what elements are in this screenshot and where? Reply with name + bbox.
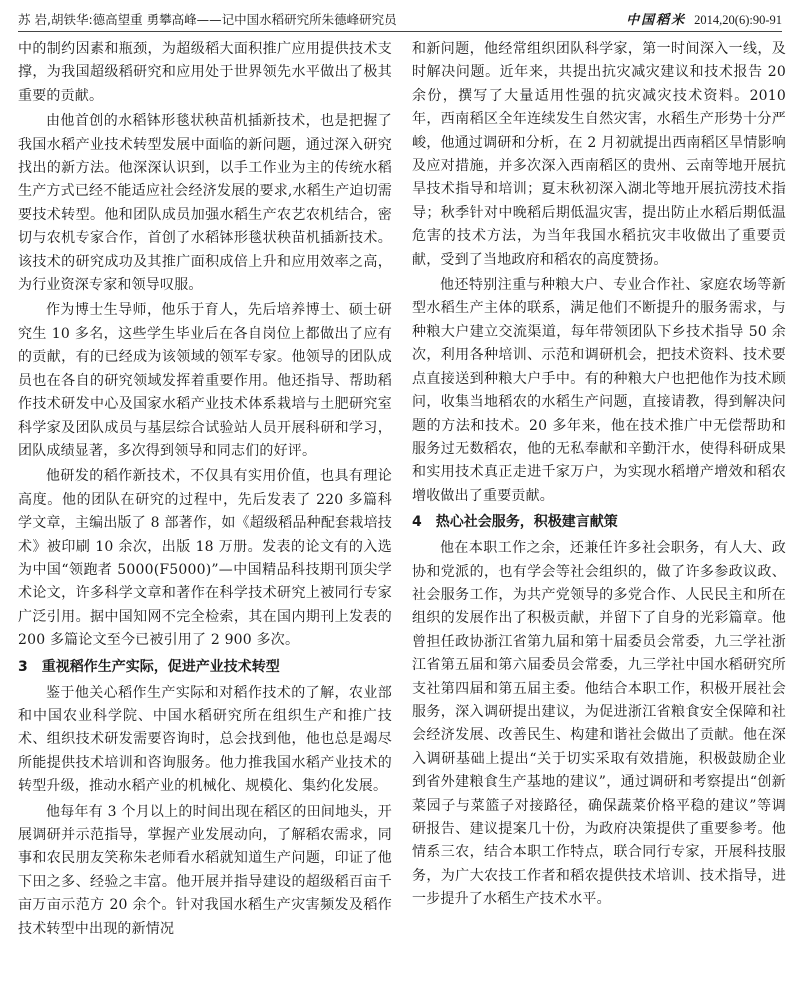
paragraph: 由他首创的水稻钵形毯状秧苗机插新技术，也是把握了我国水稻产业技术转型发展中面临的新问题，通过深入研究找出的新方法。他深深认识到，以手工作业为主的传统水稻生产方式已经不能适应社会经济发展的要求,水稻生产迫切需要技术转型。他和团队成员加强水稻生产农艺农机结合，密切与农机专家合作，首创了水稻钵形毯状秧苗机插新技术。该技术的研究成功及其推广面积成倍上升和应用效率之高，为行业资深专家和领导叹服。 bbox=[18, 113, 392, 294]
section-heading-4: 4 热心社会服务，积极建言献策 bbox=[412, 514, 618, 531]
header-journal-name: 中国稻米 bbox=[626, 13, 687, 28]
paragraph: 作为博士生导师，他乐于育人，先后培养博士、硕士研究生 10 多名，这些学生毕业后在各自岗位上都做出了应有的贡献，有的已经成为该领域的领军专家。他领导的团队成员也在各自的研究领域发挥着重要作用。他还指导、帮助稻作技术研发中心及国家水稻产业技术体系栽培与土肥研究室科学家及团队成员与基层综合试验站人员开展科研和学习，团队成绩显著，多次得到领导和同志们的好评。 bbox=[18, 302, 392, 459]
header-journal-info bbox=[626, 9, 782, 28]
paragraph: 他在本职工作之余，还兼任许多社会职务，有人大、政协和党派的，也有学会等社会组织的，做了许多参政议政、社会服务工作，为共产党领导的多党合作、人民民主和所在组织的发展作出了积极贡献，并留下了自身的光彩篇章。他曾担任政协浙江省第九届和第十届委员会常委，九三学社浙江省第五届和第六届委员会常委，九三学社中国水稻研究所支社第四届和第五届主委。他结合本职工作，积极开展社会服务，深入调研提出建议，为促进浙江省粮食安全保障和社会经济发展、改善民生、构建和谐社会做出了贡献。他在深入调研基础上提出“关于切实采取有效措施，积极鼓励企业到省外建粮食生产基地的建议”，通过调研和考察提出“创新菜园子与菜篮子对接路径，确保蔬菜价格平稳的建议”等调研报告、建议提案几十份，为政府决策提供了重要参考。他情系三农，结合本职工作特点，联合同行专家，开展科技服务，为广大农技工作者和稻农提供技术培训、技术指导，进一步提升了水稻生产技术水平。 bbox=[412, 540, 786, 908]
paragraph: 他还特别注重与种粮大户、专业合作社、家庭农场等新型水稻生产主体的联系，满足他们不断提升的服务需求，与种粮大户建立交流渠道，每年带领团队下乡技术指导 50 余次，利用各种培训、示范和调研机会，把技术资料、技术要点直接送到种粮大户手中。有的种粮大户也把他作为技术顾问，收集当地稻农的水稻生产问题，直接请教，得到解决问题的方法和技术。20 多年来，他在技术推广中无偿帮助和服务过无数稻农，他的无私奉献和辛勤汗水，使得科研成果和实用技术真正走进千家万户，为实现水稻增产增效和稻农增收做出了重要贡献。 bbox=[412, 277, 786, 504]
paragraph: 他每年有 3 个月以上的时间出现在稻区的田间地头，开展调研并示范指导，掌握产业发展动向，了解稻农需求，同事和农民朋友笑称朱老师看水稻就知道生产问题，印证了他下田之多、经验之丰富。他开展并指导建设的超级稻百亩千亩万亩示范方 20 余个。针对我国水稻生产灾害频发及稻作技术转型中出现的新情况 bbox=[18, 803, 392, 937]
paragraph: 和新问题，他经常组织团队科学家，第一时间深入一线，及时解决问题。近年来，共提出抗灾减灾建议和技术报告 20 余份，撰写了大量适用性强的抗灾减灾技术资料。2010 年，西南稻区全年连续发生自然灾害，水稻生产形势十分严峻，他通过调研和分析，在 2 月初就提出西南稻区旱情影响及应对措施，并多次深入西南稻区的贵州、云南等地开展抗旱技术指导和培训；夏末秋初深入湖北等地开展抗涝技术指导；秋季针对中晚稻后期低温灾害，提出防止水稻后期低温危害的技术方法，为当年我国水稻抗灾丰收做出了重要贡献，受到了当地政府和稻农的高度赞扬。 bbox=[412, 41, 786, 268]
right-column bbox=[412, 38, 786, 995]
paragraph: 他研发的稻作新技术，不仅具有实用价值，也具有理论高度。他的团队在研究的过程中，先后发表了 220 多篇科学文章，主编出版了 8 部著作，如《超级稻品种配套栽培技术》被印刷 10 余次，出版 18 万册。发表的论文有的入选为中国“领跑者 5000(F5000)”—中国精品科技期刊顶尖学术论文，许多科学文章和著作在科学技术研究上被同行专家广泛引用。据中国知网不完全检索，其在国内期刊上发表的 200 多篇论文至今已被引用了 2 900 多次。 bbox=[18, 468, 392, 649]
section-heading-3: 3 重视稻作生产实际，促进产业技术转型 bbox=[18, 658, 280, 675]
left-column bbox=[18, 38, 392, 995]
header-issue: 2014,20(6):90-91 bbox=[694, 13, 782, 27]
header-article-title: 苏 岩,胡铁华:德高望重 勇攀高峰——记中国水稻研究所朱德峰研究员 bbox=[18, 12, 397, 27]
article-body bbox=[18, 38, 786, 995]
paragraph: 鉴于他关心稻作生产实际和对稻作技术的了解，农业部和中国农业科学院、中国水稻研究所在组织生产和推广技术、组织技术研发需要咨询时，总会找到他，他也总是竭尽所能提供技术培训和咨询服务。他力推我国水稻产业技术的转型升级，推动水稻产业的机械化、规模化、集约化发展。 bbox=[18, 684, 392, 795]
paragraph: 中的制约因素和瓶颈，为超级稻大面积推广应用提供技术支撑，为我国超级稻研究和应用处于世界领先水平做出了极其重要的贡献。 bbox=[18, 41, 392, 104]
running-header bbox=[18, 6, 782, 32]
